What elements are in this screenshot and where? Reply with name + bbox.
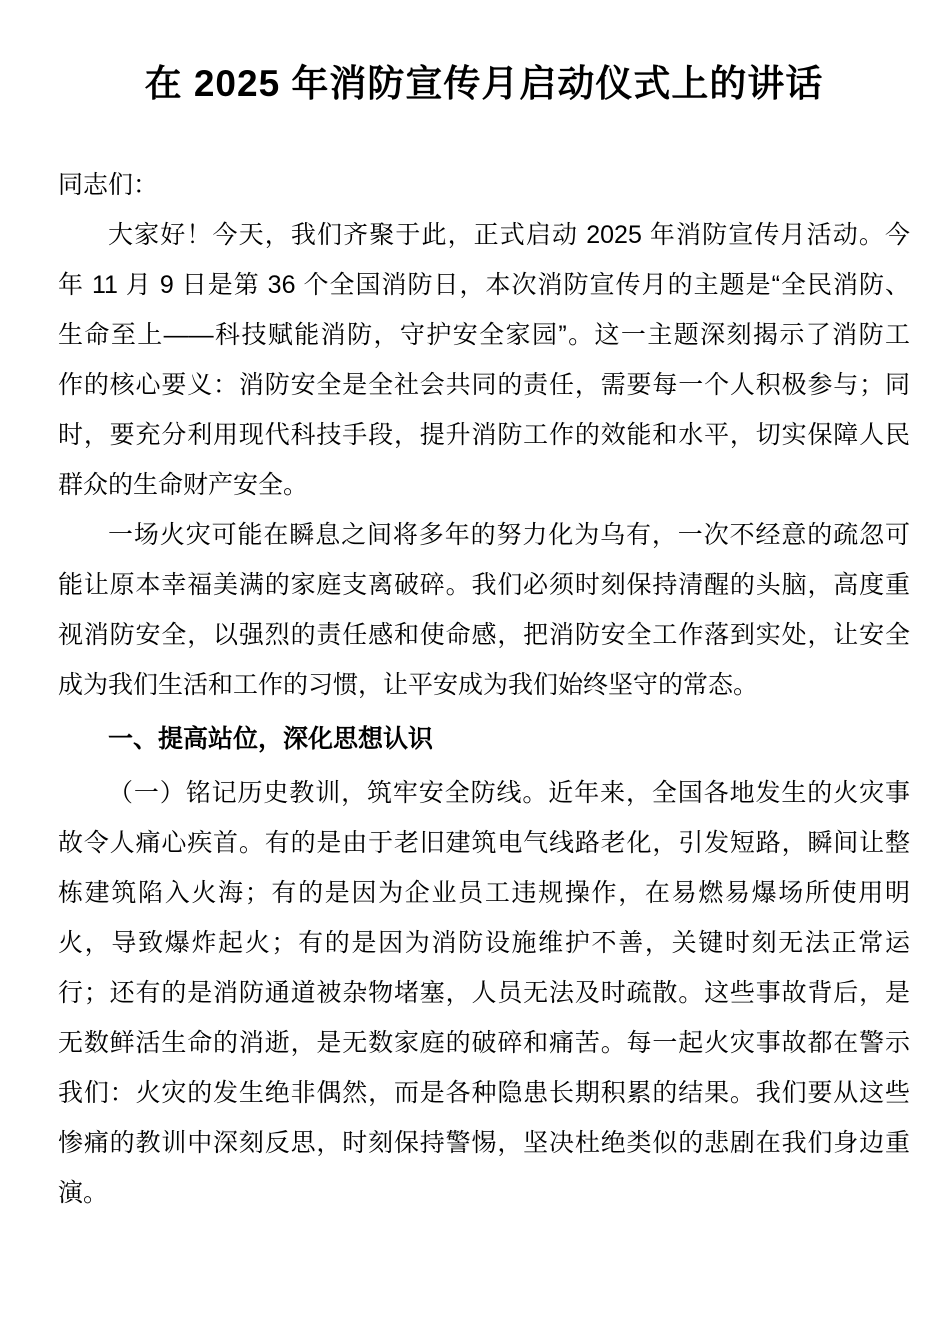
text-line: 一场火灾可能在瞬息之间将多年的努力化为乌有，一次不经意的疏忽可 [108, 521, 910, 549]
text-line: 作的核心要义：消防安全是全社会共同的责任，需要每一个人积极参与；同 [58, 371, 910, 399]
text-line: 成为我们生活和工作的习惯，让平安成为我们始终坚守的常态。 [58, 671, 759, 699]
text-line: 时，要充分利用现代科技手段，提升消防工作的效能和水平，切实保障人民 [58, 421, 910, 449]
text-line: 能让原本幸福美满的家庭支离破碎。我们必须时刻保持清醒的头脑，高度重 [58, 571, 910, 599]
text-line: 一、提高站位，深化思想认识 [108, 725, 434, 753]
text-line: 生命至上——科技赋能消防，守护安全家园”。这一主题深刻揭示了消防工 [58, 321, 910, 349]
salutation: 同志们： [58, 171, 159, 199]
text-line: 栋建筑陷入火海；有的是因为企业员工违规操作，在易燃易爆场所使用明 [58, 879, 910, 907]
paragraph [58, 768, 910, 1218]
text-line: 大家好！今天，我们齐聚于此，正式启动 2025 年消防宣传月活动。今 [108, 221, 910, 249]
text-line: 惨痛的教训中深刻反思，时刻保持警惕，坚决杜绝类似的悲剧在我们身边重 [58, 1129, 910, 1157]
document-title: 在 2025 年消防宣传月启动仪式上的讲话 [144, 63, 824, 104]
text-line: 年 11 月 9 日是第 36 个全国消防日，本次消防宣传月的主题是“全民消防、 [58, 271, 910, 299]
text-line: 无数鲜活生命的消逝，是无数家庭的破碎和痛苦。每一起火灾事故都在警示 [58, 1029, 910, 1057]
text-line: 视消防安全，以强烈的责任感和使命感，把消防安全工作落到实处，让安全 [58, 621, 910, 649]
section-heading [58, 714, 910, 764]
paragraph [58, 210, 910, 510]
text-line: （一）铭记历史教训，筑牢安全防线。近年来，全国各地发生的火灾事 [108, 779, 910, 807]
text-line: 演。 [58, 1179, 109, 1207]
text-line: 群众的生命财产安全。 [58, 471, 309, 499]
paragraph [58, 510, 910, 710]
text-line: 行；还有的是消防通道被杂物堵塞，人员无法及时疏散。这些事故背后，是 [58, 979, 910, 1007]
text-line: 我们：火灾的发生绝非偶然，而是各种隐患长期积累的结果。我们要从这些 [58, 1079, 910, 1107]
text-line: 故令人痛心疾首。有的是由于老旧建筑电气线路老化，引发短路，瞬间让整 [58, 829, 910, 857]
text-line: 火，导致爆炸起火；有的是因为消防设施维护不善，关键时刻无法正常运 [58, 929, 910, 957]
document-body [58, 210, 910, 1218]
